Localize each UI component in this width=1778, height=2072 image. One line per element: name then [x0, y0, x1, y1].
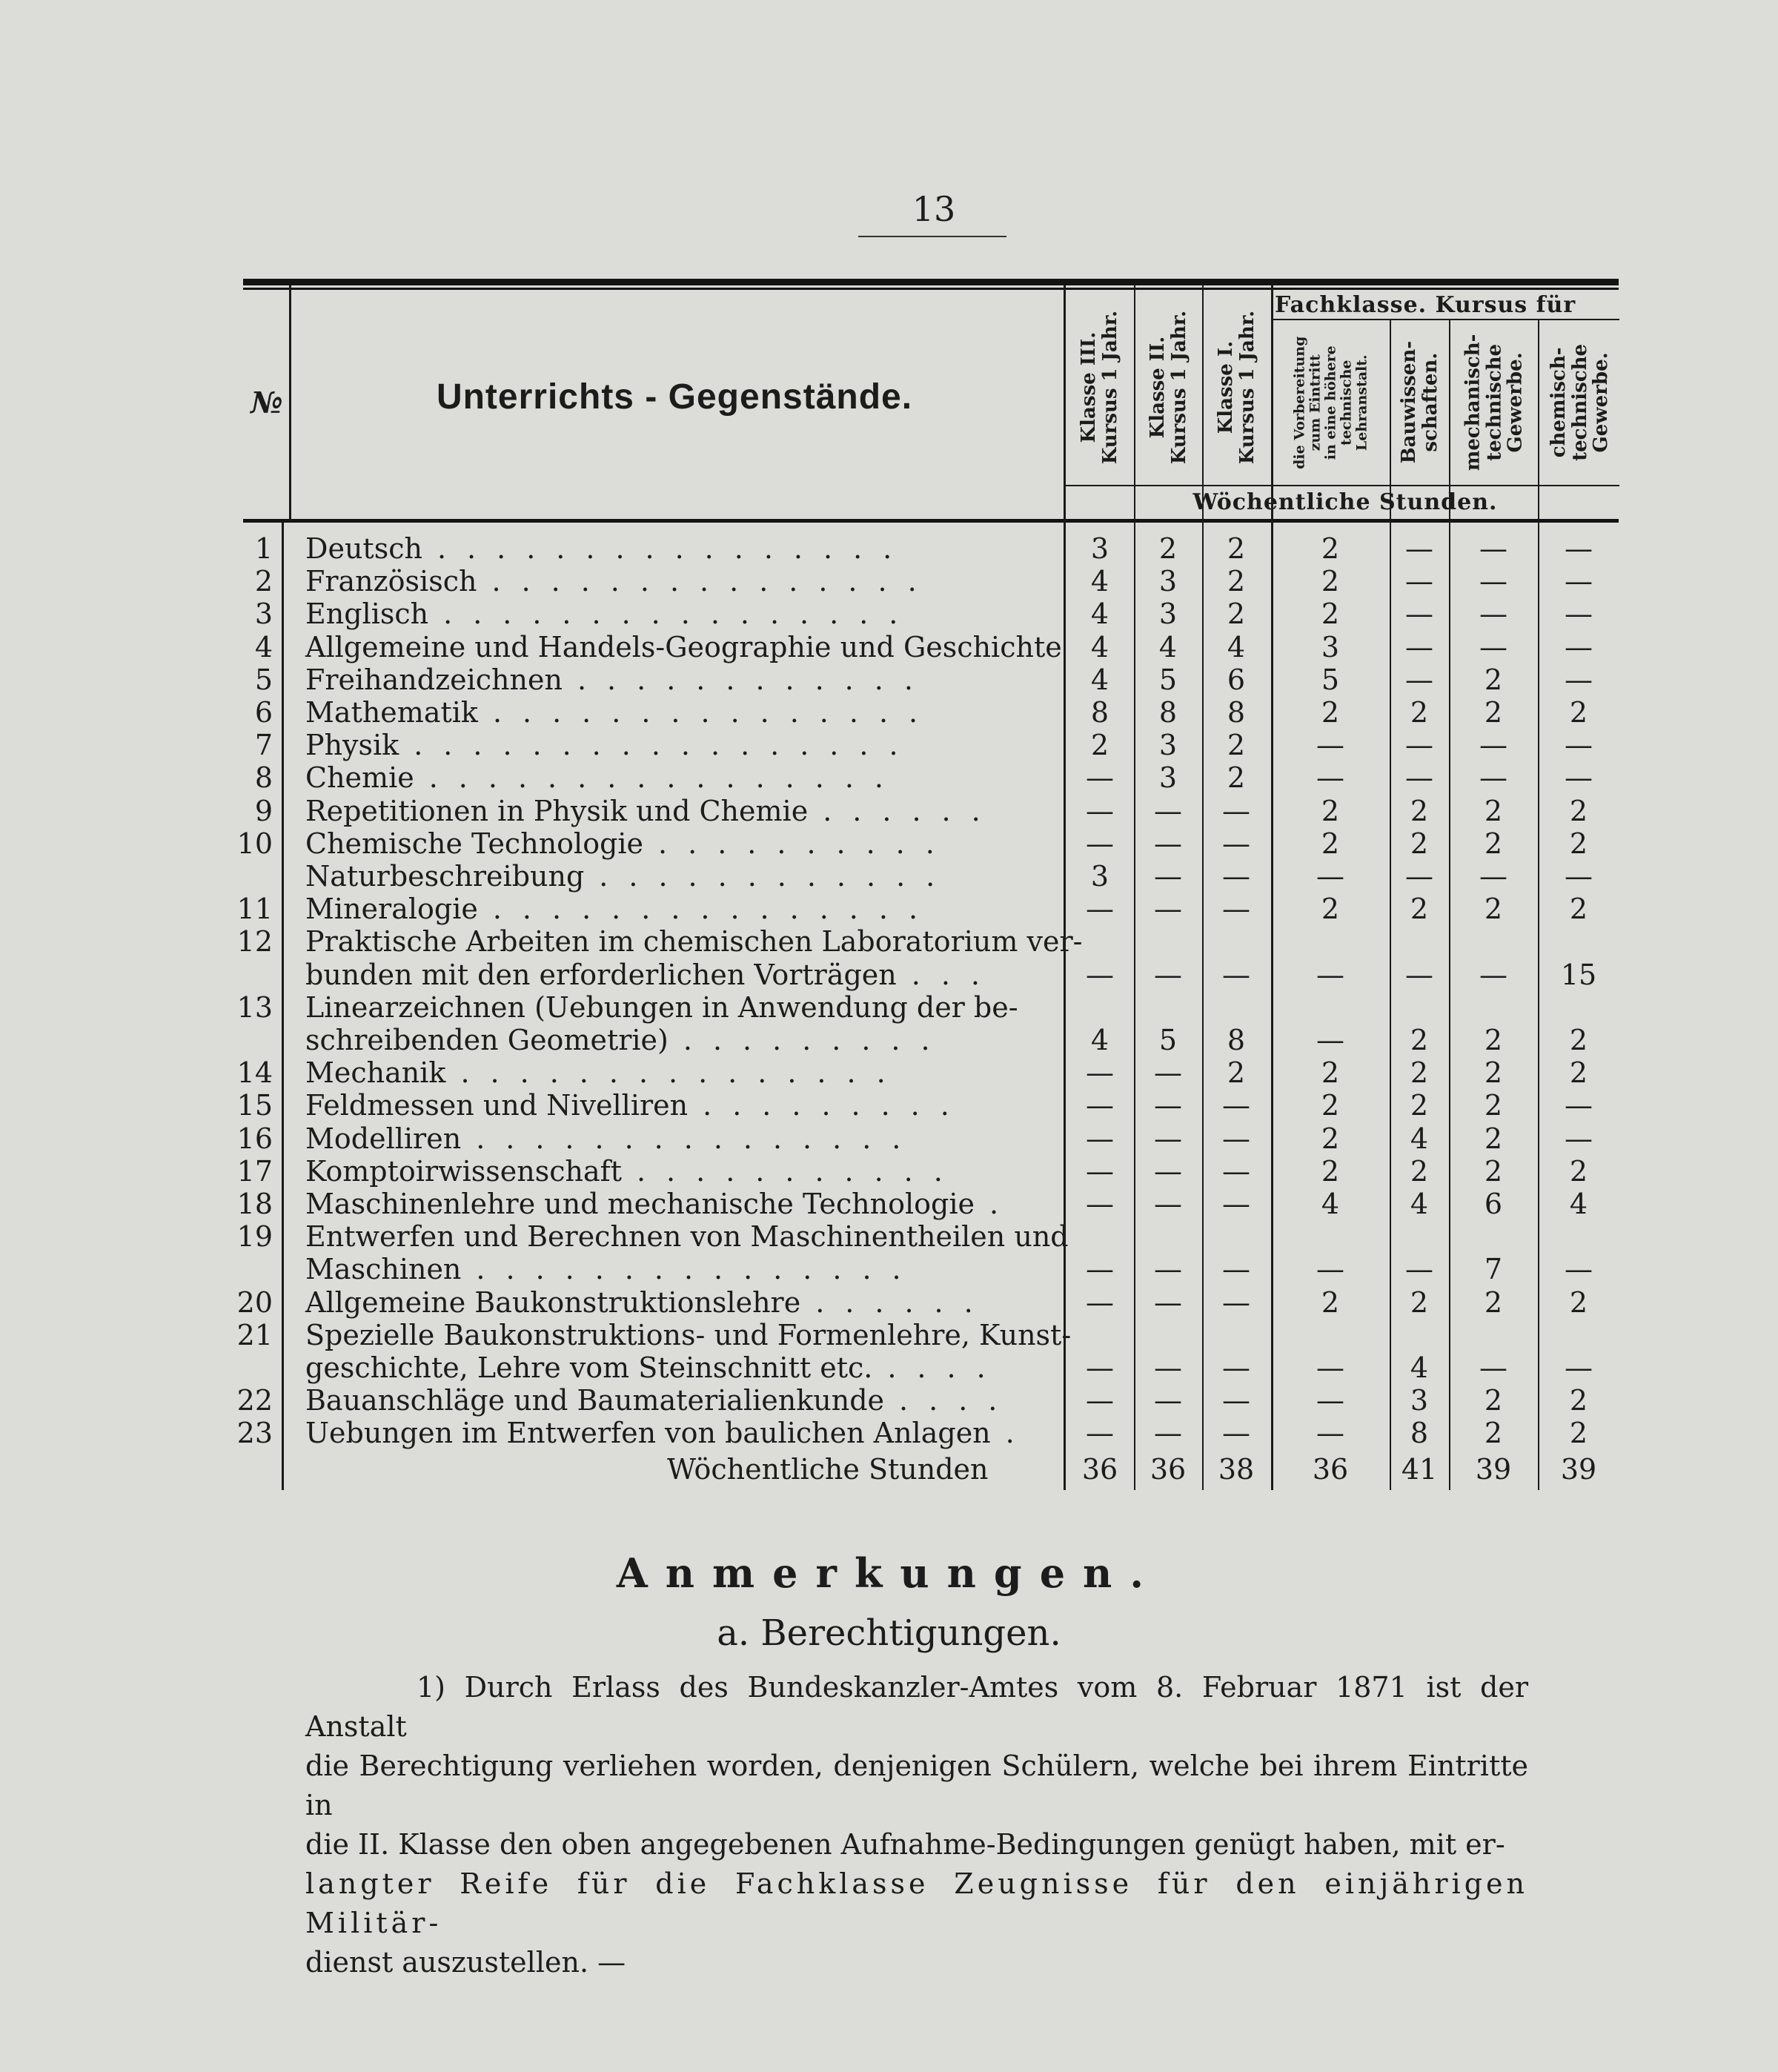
column-divider-subject — [1064, 285, 1066, 1490]
row-value: — — [1222, 958, 1250, 991]
row-value: 4 — [1090, 1024, 1109, 1056]
row-number: 6 — [254, 696, 273, 729]
leader-dots: ...... — [823, 794, 1001, 827]
row-value: 4 — [1158, 630, 1178, 663]
leader-dots: ......... — [703, 1089, 970, 1122]
row-value: 2 — [1484, 1089, 1503, 1122]
leader-dots: . — [1005, 1417, 1035, 1450]
row-subject: Allgemeine Baukonstruktionslehre — [305, 1285, 801, 1319]
row-subject: Chemie — [305, 761, 414, 795]
row-value: 2 — [1410, 1089, 1429, 1122]
row-value: 2 — [1321, 794, 1340, 827]
total-value: 36 — [1312, 1453, 1349, 1486]
row-value: 2 — [1569, 1384, 1588, 1417]
row-subject: bunden mit den erforderlichen Vorträgen — [305, 958, 897, 991]
row-value: 2 — [1484, 1056, 1503, 1090]
row-value: — — [1086, 893, 1114, 926]
row-subject: Feldmessen und Nivelliren — [305, 1089, 689, 1122]
row-number: 5 — [254, 663, 273, 696]
row-subject: Entwerfen und Berechnen von Maschinentheilen und — [305, 1220, 1069, 1254]
row-value: 2 — [1569, 893, 1588, 926]
row-value: 5 — [1321, 663, 1340, 696]
column-header-mechanisch: mechanisch- technische Gewerbe. — [1462, 334, 1527, 471]
row-value: — — [1565, 1122, 1593, 1155]
row-subject: Englisch — [305, 598, 429, 631]
row-subject: Bauanschläge und Baumaterialienkunde — [305, 1384, 885, 1417]
row-subject: Linearzeichnen (Uebungen in Anwendung der be- — [305, 990, 1018, 1024]
row-value: — — [1086, 1285, 1114, 1319]
total-value: 38 — [1218, 1453, 1255, 1486]
row-value: — — [1086, 1056, 1114, 1090]
row-value: — — [1405, 630, 1433, 663]
leader-dots: ......... — [683, 1024, 951, 1056]
leader-dots: ................ — [437, 532, 913, 565]
row-value: 3 — [1321, 630, 1340, 663]
row-value: — — [1154, 1285, 1182, 1319]
row-value: 4 — [1227, 630, 1246, 663]
leader-dots: ............... — [492, 696, 939, 729]
leader-dots: ................ — [443, 598, 919, 631]
row-subject: Französisch — [305, 565, 477, 598]
row-value: — — [1479, 860, 1507, 893]
row-subject: Physik — [305, 729, 399, 762]
notes-subheading: a. Berechtigungen. — [717, 1612, 1061, 1654]
row-value: 6 — [1484, 1188, 1503, 1220]
row-value: — — [1316, 958, 1344, 991]
row-value: 3 — [1158, 729, 1178, 762]
leader-dots: ............ — [577, 663, 934, 696]
row-value: 15 — [1560, 958, 1597, 991]
row-value: — — [1086, 1253, 1114, 1286]
row-value: 3 — [1158, 598, 1178, 631]
row-value: 2 — [1321, 1285, 1340, 1319]
row-value: 2 — [1410, 827, 1429, 860]
row-value: 2 — [1410, 696, 1429, 729]
table-top-rule-thin — [243, 288, 1619, 290]
row-value: — — [1086, 1089, 1114, 1122]
row-value: — — [1222, 860, 1250, 893]
row-value: — — [1154, 1089, 1182, 1122]
row-value: 2 — [1227, 598, 1246, 631]
row-value: — — [1565, 630, 1593, 663]
row-number: 15 — [236, 1089, 273, 1122]
row-value: 4 — [1090, 565, 1109, 598]
row-number: 16 — [236, 1122, 273, 1155]
row-value: 2 — [1484, 827, 1503, 860]
row-number: 3 — [254, 598, 273, 631]
row-value: — — [1405, 958, 1433, 991]
row-value: — — [1565, 1089, 1593, 1122]
leader-dots: ............... — [492, 893, 939, 926]
leader-dots: ............... — [476, 1253, 922, 1286]
row-value: — — [1222, 1285, 1250, 1319]
column-divider-fach — [1271, 285, 1273, 1490]
table-top-rule — [243, 279, 1619, 285]
row-value: — — [1154, 1384, 1182, 1417]
row-value: — — [1154, 1122, 1182, 1155]
row-value: — — [1154, 860, 1182, 893]
row-value: 2 — [1569, 794, 1588, 827]
row-value: 2 — [1321, 1122, 1340, 1155]
row-value: 2 — [1569, 1056, 1588, 1090]
row-value: — — [1565, 860, 1593, 893]
row-subject: Freihandzeichnen — [305, 663, 563, 696]
column-divider-number-body — [282, 523, 284, 1490]
row-value: 2 — [1484, 794, 1503, 827]
row-value: 8 — [1158, 696, 1178, 729]
row-subject: Maschinenlehre und mechanische Technologie — [305, 1188, 975, 1220]
row-value: 2 — [1484, 1285, 1503, 1319]
row-value: 2 — [1321, 1056, 1340, 1090]
row-value: 4 — [1321, 1188, 1340, 1220]
row-value: 3 — [1090, 860, 1109, 893]
row-subject: Mechanik — [305, 1056, 446, 1090]
row-value: — — [1565, 532, 1593, 565]
row-value: 2 — [1484, 696, 1503, 729]
row-value: — — [1565, 598, 1593, 631]
row-number: 11 — [236, 893, 273, 926]
row-value: — — [1154, 958, 1182, 991]
row-value: — — [1405, 1253, 1433, 1286]
row-value: — — [1565, 729, 1593, 762]
row-value: — — [1222, 1253, 1250, 1286]
row-value: — — [1479, 598, 1507, 631]
row-value: 2 — [1569, 1417, 1588, 1450]
row-value: — — [1222, 1154, 1250, 1188]
leader-dots: . — [989, 1188, 1020, 1220]
row-value: 4 — [1090, 663, 1109, 696]
row-number: 20 — [236, 1285, 273, 1319]
row-value: — — [1479, 565, 1507, 598]
row-value: 4 — [1410, 1188, 1429, 1220]
row-value: — — [1086, 1417, 1114, 1450]
row-value: 2 — [1410, 794, 1429, 827]
row-value: — — [1154, 1417, 1182, 1450]
row-subject: Maschinen — [305, 1253, 462, 1286]
notes-paragraph — [305, 1668, 1528, 1982]
row-value: — — [1405, 532, 1433, 565]
row-value: 2 — [1484, 663, 1503, 696]
row-value: 8 — [1227, 696, 1246, 729]
row-value: — — [1154, 794, 1182, 827]
leader-dots: ............... — [491, 565, 938, 598]
row-subject: Praktische Arbeiten im chemischen Laboratorium ver- — [305, 925, 1083, 959]
column-header-chemisch: chemisch- technische Gewerbe. — [1548, 344, 1613, 461]
row-value: — — [1086, 1351, 1114, 1384]
row-number: 18 — [236, 1188, 273, 1220]
fachklasse-group-header: Fachklasse. Kursus für — [1275, 292, 1576, 318]
row-value: 2 — [1321, 696, 1340, 729]
row-value: 3 — [1158, 565, 1178, 598]
row-value: — — [1154, 1253, 1182, 1286]
row-subject: Mathematik — [305, 696, 478, 729]
row-value: — — [1222, 893, 1250, 926]
row-value: 2 — [1410, 893, 1429, 926]
row-value: 2 — [1227, 565, 1246, 598]
row-value: 5 — [1158, 663, 1178, 696]
row-value: 6 — [1227, 663, 1246, 696]
row-value: — — [1316, 1024, 1344, 1056]
leader-dots: ........... — [636, 1154, 963, 1188]
row-subject: geschichte, Lehre vom Steinschnitt etc. — [305, 1351, 873, 1384]
row-value: — — [1316, 1253, 1344, 1286]
row-number: 2 — [254, 565, 273, 598]
row-value: — — [1222, 794, 1250, 827]
row-value: 4 — [1569, 1188, 1588, 1220]
notes-heading: Anmerkungen. — [616, 1549, 1162, 1597]
row-value: — — [1222, 1384, 1250, 1417]
row-subject: Allgemeine und Handels-Geographie und Geschichte — [305, 630, 1062, 663]
page-number: 13 — [912, 189, 956, 229]
row-value: — — [1154, 1056, 1182, 1090]
row-value: 8 — [1410, 1417, 1429, 1450]
column-header-vorbereitung: die Vorbereitung zum Eintritt in eine höhere technische Lehranstalt. — [1291, 336, 1370, 469]
row-value: — — [1154, 893, 1182, 926]
row-value: — — [1086, 1122, 1114, 1155]
row-subject: Modelliren — [305, 1122, 462, 1155]
row-value: — — [1479, 1351, 1507, 1384]
row-value: — — [1154, 1351, 1182, 1384]
row-value: 2 — [1569, 1024, 1588, 1056]
hours-header-topline — [1064, 485, 1619, 486]
notes-line: die Berechtigung verliehen worden, denjenigen Schülern, welche bei ihrem Eintritte in — [305, 1750, 1528, 1821]
row-value: 2 — [1321, 1089, 1340, 1122]
notes-line: 1) Durch Erlass des Bundeskanzler-Amtes vom 8. Februar 1871 ist der Anstalt — [305, 1671, 1528, 1743]
column-header-bauwissenschaften: Bauwissen- schaften. — [1398, 341, 1442, 464]
row-value: 2 — [1484, 1384, 1503, 1417]
leader-dots: ................ — [428, 761, 904, 795]
subject-column-header: Unterrichts - Gegenstände. — [436, 377, 913, 417]
total-value: 41 — [1401, 1453, 1438, 1486]
row-value: 7 — [1484, 1253, 1503, 1286]
row-value: — — [1316, 1351, 1344, 1384]
total-value: 36 — [1081, 1453, 1118, 1486]
total-value: 39 — [1475, 1453, 1512, 1486]
row-value: — — [1154, 1154, 1182, 1188]
row-value: — — [1565, 663, 1593, 696]
notes-line: die II. Klasse den oben angegebenen Aufnahme-Bedingungen genügt haben, mit er- — [305, 1828, 1505, 1861]
row-value: 2 — [1484, 1417, 1503, 1450]
row-value: — — [1405, 860, 1433, 893]
leader-dots: ... — [911, 958, 1001, 991]
weekly-hours-header: Wöchentliche Stunden. — [1192, 489, 1498, 515]
row-value: 2 — [1569, 696, 1588, 729]
row-value: 2 — [1484, 1154, 1503, 1188]
row-value: 2 — [1227, 532, 1246, 565]
notes-line: dienst auszustellen. — — [305, 1946, 626, 1979]
row-value: — — [1086, 794, 1114, 827]
row-value: — — [1154, 1188, 1182, 1220]
row-value: 2 — [1410, 1285, 1429, 1319]
row-value: — — [1405, 729, 1433, 762]
row-subject: Uebungen im Entwerfen von baulichen Anlagen — [305, 1417, 991, 1450]
row-subject: Mineralogie — [305, 893, 478, 926]
leader-dots: .... — [887, 1351, 1006, 1384]
row-value: 4 — [1410, 1122, 1429, 1155]
row-value: — — [1316, 860, 1344, 893]
column-header-klasse-1: Klasse I. Kursus 1 Jahr. — [1215, 310, 1259, 465]
row-value: 2 — [1321, 893, 1340, 926]
row-subject: Naturbeschreibung — [305, 860, 585, 893]
row-value: — — [1222, 1122, 1250, 1155]
row-number: 13 — [236, 990, 273, 1024]
row-value: 2 — [1090, 729, 1109, 762]
row-value: 4 — [1090, 630, 1109, 663]
row-number: 19 — [236, 1220, 273, 1254]
row-value: 2 — [1410, 1024, 1429, 1056]
row-subject: schreibenden Geometrie) — [305, 1024, 669, 1056]
row-value: — — [1565, 761, 1593, 795]
row-value: — — [1222, 1089, 1250, 1122]
row-value: 2 — [1484, 1024, 1503, 1056]
row-value: 2 — [1158, 532, 1178, 565]
row-value: — — [1479, 729, 1507, 762]
row-number: 10 — [236, 827, 273, 860]
row-value: 2 — [1227, 761, 1246, 795]
row-value: — — [1316, 1384, 1344, 1417]
row-number: 9 — [254, 794, 273, 827]
fach-group-underline — [1271, 319, 1619, 320]
column-divider-k1 — [1202, 285, 1204, 1490]
leader-dots: ...... — [815, 1285, 994, 1319]
row-value: 3 — [1410, 1384, 1429, 1417]
row-value: 2 — [1569, 1285, 1588, 1319]
row-value: 2 — [1227, 729, 1246, 762]
row-number: 7 — [254, 729, 273, 762]
total-label: Wöchentliche Stunden — [667, 1453, 989, 1486]
row-value: 3 — [1090, 532, 1109, 565]
row-number: 12 — [236, 925, 273, 959]
row-value: 4 — [1410, 1351, 1429, 1384]
row-value: — — [1086, 1384, 1114, 1417]
row-number: 17 — [236, 1154, 273, 1188]
row-number: 4 — [254, 630, 273, 663]
row-value: — — [1479, 630, 1507, 663]
row-value: — — [1479, 958, 1507, 991]
row-value: — — [1086, 827, 1114, 860]
row-number: 8 — [254, 761, 273, 795]
row-value: — — [1479, 532, 1507, 565]
leader-dots: ............ — [599, 860, 956, 893]
row-value: 2 — [1321, 598, 1340, 631]
row-value: 2 — [1410, 1154, 1429, 1188]
row-value: — — [1086, 1188, 1114, 1220]
row-number: 22 — [236, 1384, 273, 1417]
leader-dots: .......... — [658, 827, 955, 860]
row-value: — — [1222, 1351, 1250, 1384]
row-value: — — [1086, 761, 1114, 795]
row-value: 5 — [1158, 1024, 1178, 1056]
row-subject: Komptoirwissenschaft — [305, 1154, 622, 1188]
number-column-header: № — [251, 385, 283, 420]
row-number: 23 — [236, 1417, 273, 1450]
row-number: 14 — [236, 1056, 273, 1090]
row-value: — — [1316, 761, 1344, 795]
row-value: 2 — [1321, 565, 1340, 598]
row-value: — — [1405, 761, 1433, 795]
row-value: — — [1316, 1417, 1344, 1450]
column-header-klasse-2: Klasse II. Kursus 1 Jahr. — [1147, 310, 1191, 465]
row-value: — — [1222, 1417, 1250, 1450]
row-value: 2 — [1321, 827, 1340, 860]
leader-dots: ............... — [476, 1122, 922, 1155]
notes-line: langter Reife für die Fachklasse Zeugnisse für den einjährigen Militär- — [305, 1867, 1528, 1939]
row-value: 2 — [1484, 893, 1503, 926]
row-value: 3 — [1158, 761, 1178, 795]
column-header-klasse-3: Klasse III. Kursus 1 Jahr. — [1078, 310, 1122, 465]
page-number-rule — [858, 236, 1006, 237]
row-subject: Deutsch — [305, 532, 422, 565]
row-value: 2 — [1410, 1056, 1429, 1090]
row-value: 2 — [1227, 1056, 1246, 1090]
row-value: 8 — [1090, 696, 1109, 729]
row-value: — — [1086, 1154, 1114, 1188]
row-value: — — [1154, 827, 1182, 860]
row-value: 2 — [1321, 532, 1340, 565]
row-value: 2 — [1569, 1154, 1588, 1188]
row-value: — — [1565, 1253, 1593, 1286]
column-divider-k2 — [1134, 285, 1135, 1490]
row-number: 21 — [236, 1318, 273, 1351]
total-value: 39 — [1560, 1453, 1597, 1486]
row-value: — — [1405, 663, 1433, 696]
row-value: — — [1479, 761, 1507, 795]
row-value: 2 — [1321, 1154, 1340, 1188]
row-value: — — [1316, 729, 1344, 762]
row-number: 1 — [254, 532, 273, 565]
leader-dots: ................. — [414, 729, 919, 762]
row-value: — — [1222, 1188, 1250, 1220]
row-value: — — [1405, 565, 1433, 598]
row-value: 2 — [1569, 827, 1588, 860]
row-value: — — [1565, 1351, 1593, 1384]
row-value: — — [1086, 958, 1114, 991]
row-subject: Repetitionen in Physik und Chemie — [305, 794, 809, 827]
row-value: 8 — [1227, 1024, 1246, 1056]
leader-dots: ............... — [460, 1056, 906, 1090]
row-value: — — [1565, 565, 1593, 598]
row-value: 4 — [1090, 598, 1109, 631]
total-value: 36 — [1150, 1453, 1187, 1486]
row-subject: Chemische Technologie — [305, 827, 644, 860]
row-value: — — [1222, 827, 1250, 860]
table-header-rule — [243, 519, 1619, 523]
row-value: — — [1405, 598, 1433, 631]
leader-dots: .... — [899, 1384, 1018, 1417]
row-value: 2 — [1484, 1122, 1503, 1155]
row-subject: Spezielle Baukonstruktions- und Formenlehre, Kunst- — [305, 1318, 1072, 1351]
